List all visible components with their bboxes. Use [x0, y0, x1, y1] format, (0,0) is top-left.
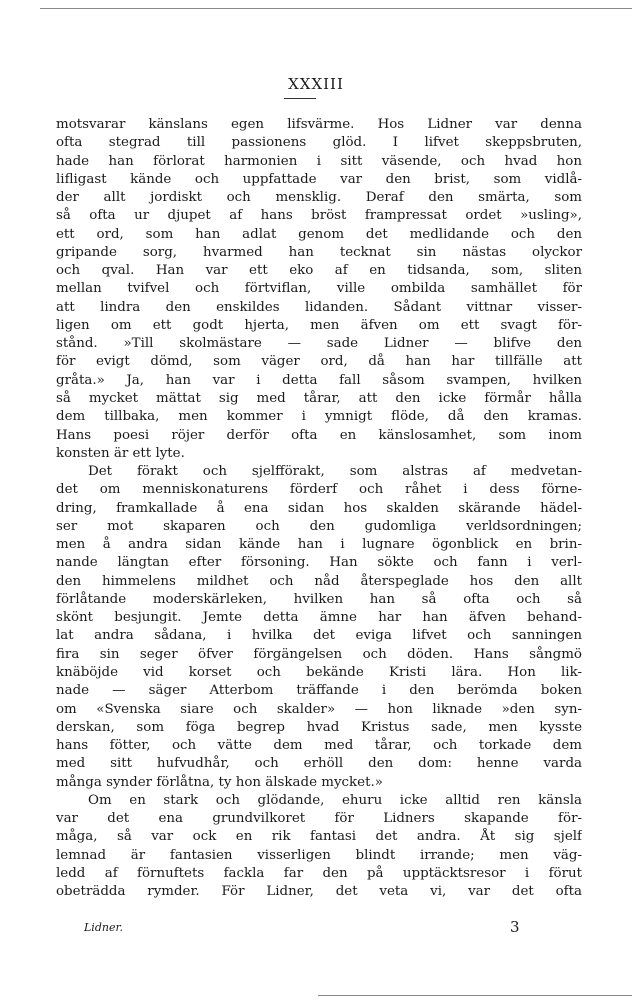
- text-line: så ofta ur djupet af hans bröst frampressat ordet »usling»,: [56, 208, 582, 224]
- text-line: knäböjde vid korset och bekände Kristi lära. Hon lik-: [56, 664, 582, 680]
- text-line: så mycket mättat sig med tårar, att den icke förmår hålla: [56, 390, 582, 406]
- text-line: om «Svenska siare och skalder» — hon liknade »den syn-: [56, 701, 582, 717]
- text-line: ligen om ett godt hjerta, men äfven om ett svagt för-: [56, 317, 582, 333]
- text-line: att lindra den enskildes lidanden. Sådant vittnar visser-: [56, 299, 582, 315]
- text-line: det om menniskonaturens förderf och råhet i dess förne-: [56, 482, 582, 498]
- text-line: ledd af förnuftets fackla far den på upptäcktsresor i förut: [56, 865, 582, 881]
- text-line: skönt besjungit. Jemte detta ämne har han äfven behand-: [56, 610, 582, 626]
- text-line: derskan, som föga begrep hvad Kristus sade, men kysste: [56, 719, 582, 735]
- text-line: gripande sorg, hvarmed han tecknat sin nästas olyckor: [56, 244, 582, 260]
- text-line: nande längtan efter försoning. Han sökte och fann i verl-: [56, 555, 582, 571]
- text-line: motsvarar känslans egen lifsvärme. Hos Lidner var denna: [56, 117, 582, 132]
- text-line: hans fötter, och vätte dem med tårar, och torkade dem: [56, 738, 582, 754]
- text-line: och qval. Han var ett eko af en tidsanda, som, sliten: [56, 263, 582, 279]
- text-line: fira sin seger öfver förgängelsen och döden. Hans sångmö: [56, 646, 582, 662]
- text-line: Det förakt och sjelfförakt, som alstras af medvetan-: [88, 464, 582, 480]
- body-text: [56, 116, 582, 901]
- text-line: den himmelens mildhet och nåd återspeglade hos den allt: [56, 573, 582, 589]
- text-line: ofta stegrad till passionens glöd. I lifvet skeppsbruten,: [56, 135, 582, 151]
- text-line: hade han förlorat harmonien i sitt väsende, och hvad hon: [56, 153, 582, 169]
- text-line: nade — säger Atterbom träffande i den berömda boken: [56, 683, 582, 699]
- text-line: gråta.» Ja, han var i detta fall såsom svampen, hvilken: [56, 372, 582, 388]
- text-line: dring, framkallade å ena sidan hos skalden skärande hädel-: [56, 500, 582, 516]
- text-line: stånd. »Till skolmästare — sade Lidner — blifve den: [56, 336, 582, 352]
- text-line: konsten är ett lyte.: [56, 445, 185, 461]
- text-line: ser mot skaparen och den gudomliga verldsordningen;: [56, 518, 582, 534]
- text-line: mellan tvifvel och förtviflan, ville ombilda samhället för: [56, 281, 582, 297]
- text-line: lat andra sådana, i hvilka det eviga lifvet och sanningen: [56, 628, 582, 644]
- text-line: Om en stark och glödande, ehuru icke alltid ren känsla: [88, 792, 582, 808]
- text-line: förlåtande moderskärleken, hvilken han så ofta och så: [56, 591, 582, 607]
- page-edge-bottom: [318, 995, 632, 996]
- page-title: XXXIII: [288, 75, 344, 93]
- text-line: men å andra sidan kände han i lugnare ögonblick en brin-: [56, 537, 582, 553]
- text-line: Hans poesi röjer derför ofta en känslosamhet, som inom: [56, 427, 582, 443]
- title-underline: [284, 98, 316, 99]
- text-line: var det ena grundvilkoret för Lidners skapande för-: [56, 811, 582, 827]
- text-line: der allt jordiskt och mensklig. Deraf den smärta, som: [56, 190, 582, 206]
- text-line: måga, så var ock en rik fantasi det andra. Åt sig sjelf: [56, 829, 582, 845]
- text-line: många synder förlåtna, ty hon älskade mycket.»: [56, 774, 383, 790]
- text-line: lifligast kände och uppfattade var den brist, som vidlå-: [56, 171, 582, 187]
- text-line: för evigt dömd, som väger ord, då han har tillfälle att: [56, 354, 582, 370]
- text-line: dem tillbaka, men kommer i ymnigt flöde, då den kramas.: [56, 409, 582, 425]
- text-line: obeträdda rymder. För Lidner, det veta vi, var det ofta: [56, 884, 582, 900]
- page-edge-top: [40, 8, 632, 9]
- text-line: lemnad är fantasien visserligen blindt irrande; men väg-: [56, 847, 582, 863]
- text-line: med sitt hufvudhår, och erhöll den dom: henne varda: [56, 756, 582, 772]
- page-number: 3: [510, 918, 520, 936]
- footer-signature: Lidner.: [84, 921, 124, 934]
- text-line: ett ord, som han adlat genom det medlidande och den: [56, 226, 582, 242]
